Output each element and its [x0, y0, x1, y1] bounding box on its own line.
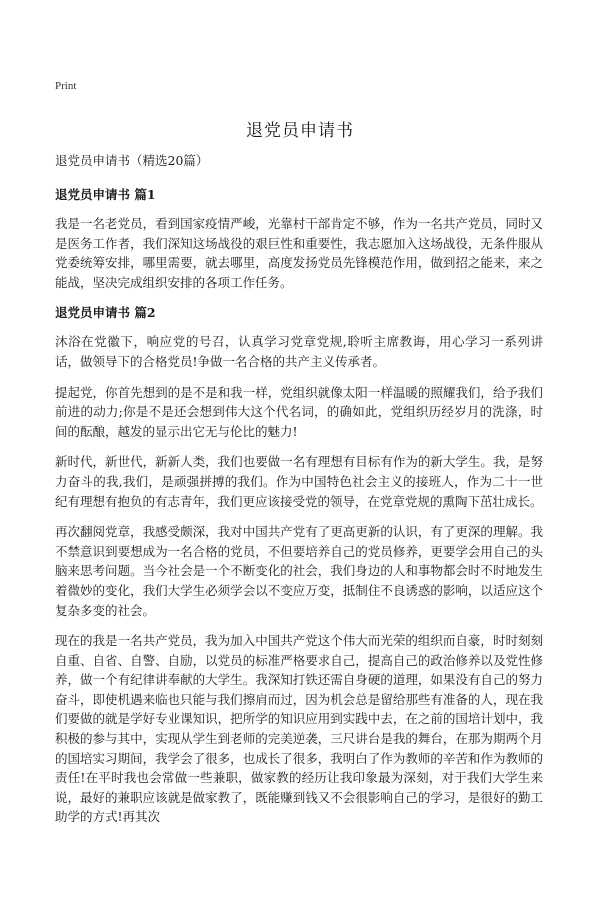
section-1: [55, 185, 543, 292]
document-body: [55, 151, 543, 838]
section-heading: 退党员申请书 篇2: [55, 305, 156, 321]
section-heading: 退党员申请书 篇1: [55, 187, 156, 202]
paragraph: 提起党，你首先想到的是不是和我一样，党组织就像太阳一样温暖的照耀我们，给予我们前进的动力;你是不是还会想到伟大这个代名词，的确如此，党组织历经岁月的洗涤，时间的酝酿，越发的显示出它无与伦比的魅力!: [55, 384, 543, 439]
paragraph: 新时代，新世代，新新人类，我们也要做一名有理想有目标有作为的新大学生。我，是努力奋斗的我,我们，是顽强拼搏的我们。作为中国特色社会主义的接班人，作为二十一世纪有理想有抱负的有志青年，我们更应该接受党的领导，在党章党规的熏陶下茁壮成长。: [55, 454, 543, 509]
paragraph: 现在的我是一名共产党员，我为加入中国共产党这个伟大而光荣的组织而自豪，时时刻刻自重、自省、自警、自励，以党员的标准严格要求自己，提高自己的政治修养以及党性修养，做一个有纪律讲奉献的大学生。我深知打铁还需自身硬的道理，如果没有自己的努力奋斗，即使机遇来临也只能与我们擦肩而过，因为机会总是留给那些有准备的人，现在我们要做的就是学好专业课知识，把所学的知识应用到实践中去，在之前的国培计划中，我积极的参与其中，实现从学生到老师的完美逆袭，三尺讲台是我的舞台，在那为期两个月的国培实习期间，我学会了很多，也成长了很多，我明白了作为教师的辛苦和作为教师的责任!在平时我也会常做一些兼职，做家教的经历让我印象最为深刻，对于我们大学生来说，最好的兼职应该就是做家教了，既能赚到钱又不会很影响自己的学习，是很好的勤工助学的方式!再其次: [55, 633, 543, 825]
paragraph: 再次翻阅党章，我感受颇深，我对中国共产党有了更高更新的认识，有了更深的理解。我不禁意识到要想成为一名合格的党员，不但要培养自己的党员修养，更要学会用自己的头脑来思考问题。当今社会是一个不断变化的社会，我们身边的人和事物都会时不时地发生着微妙的变化，我们大学生必须学会以不变应万变，抵制住不良诱惑的影响，以适应这个复杂多变的社会。: [55, 524, 543, 618]
print-label: Print: [55, 80, 77, 92]
section-2: [55, 303, 543, 827]
document-subtitle: 退党员申请书（精选20篇）: [55, 153, 209, 168]
document-title: 退党员申请书: [246, 121, 354, 141]
paragraph: 沐浴在党徽下，响应党的号召，认真学习党章党规,聆听主席教诲，用心学习一系列讲话，做领导下的合格党员!争做一名合格的共产主义传承者。: [55, 334, 543, 369]
paragraph: 我是一名老党员，看到国家疫情严峻，光靠村干部肯定不够，作为一名共产党员，同时又是医务工作者，我们深知这场战役的艰巨性和重要性，我志愿加入这场战役，无条件服从党委统筹安排，哪里需要，就去哪里，高度发扬党员先锋模范作用，做到招之能来，来之能战，坚决完成组织安排的各项工作任务。: [55, 216, 543, 290]
